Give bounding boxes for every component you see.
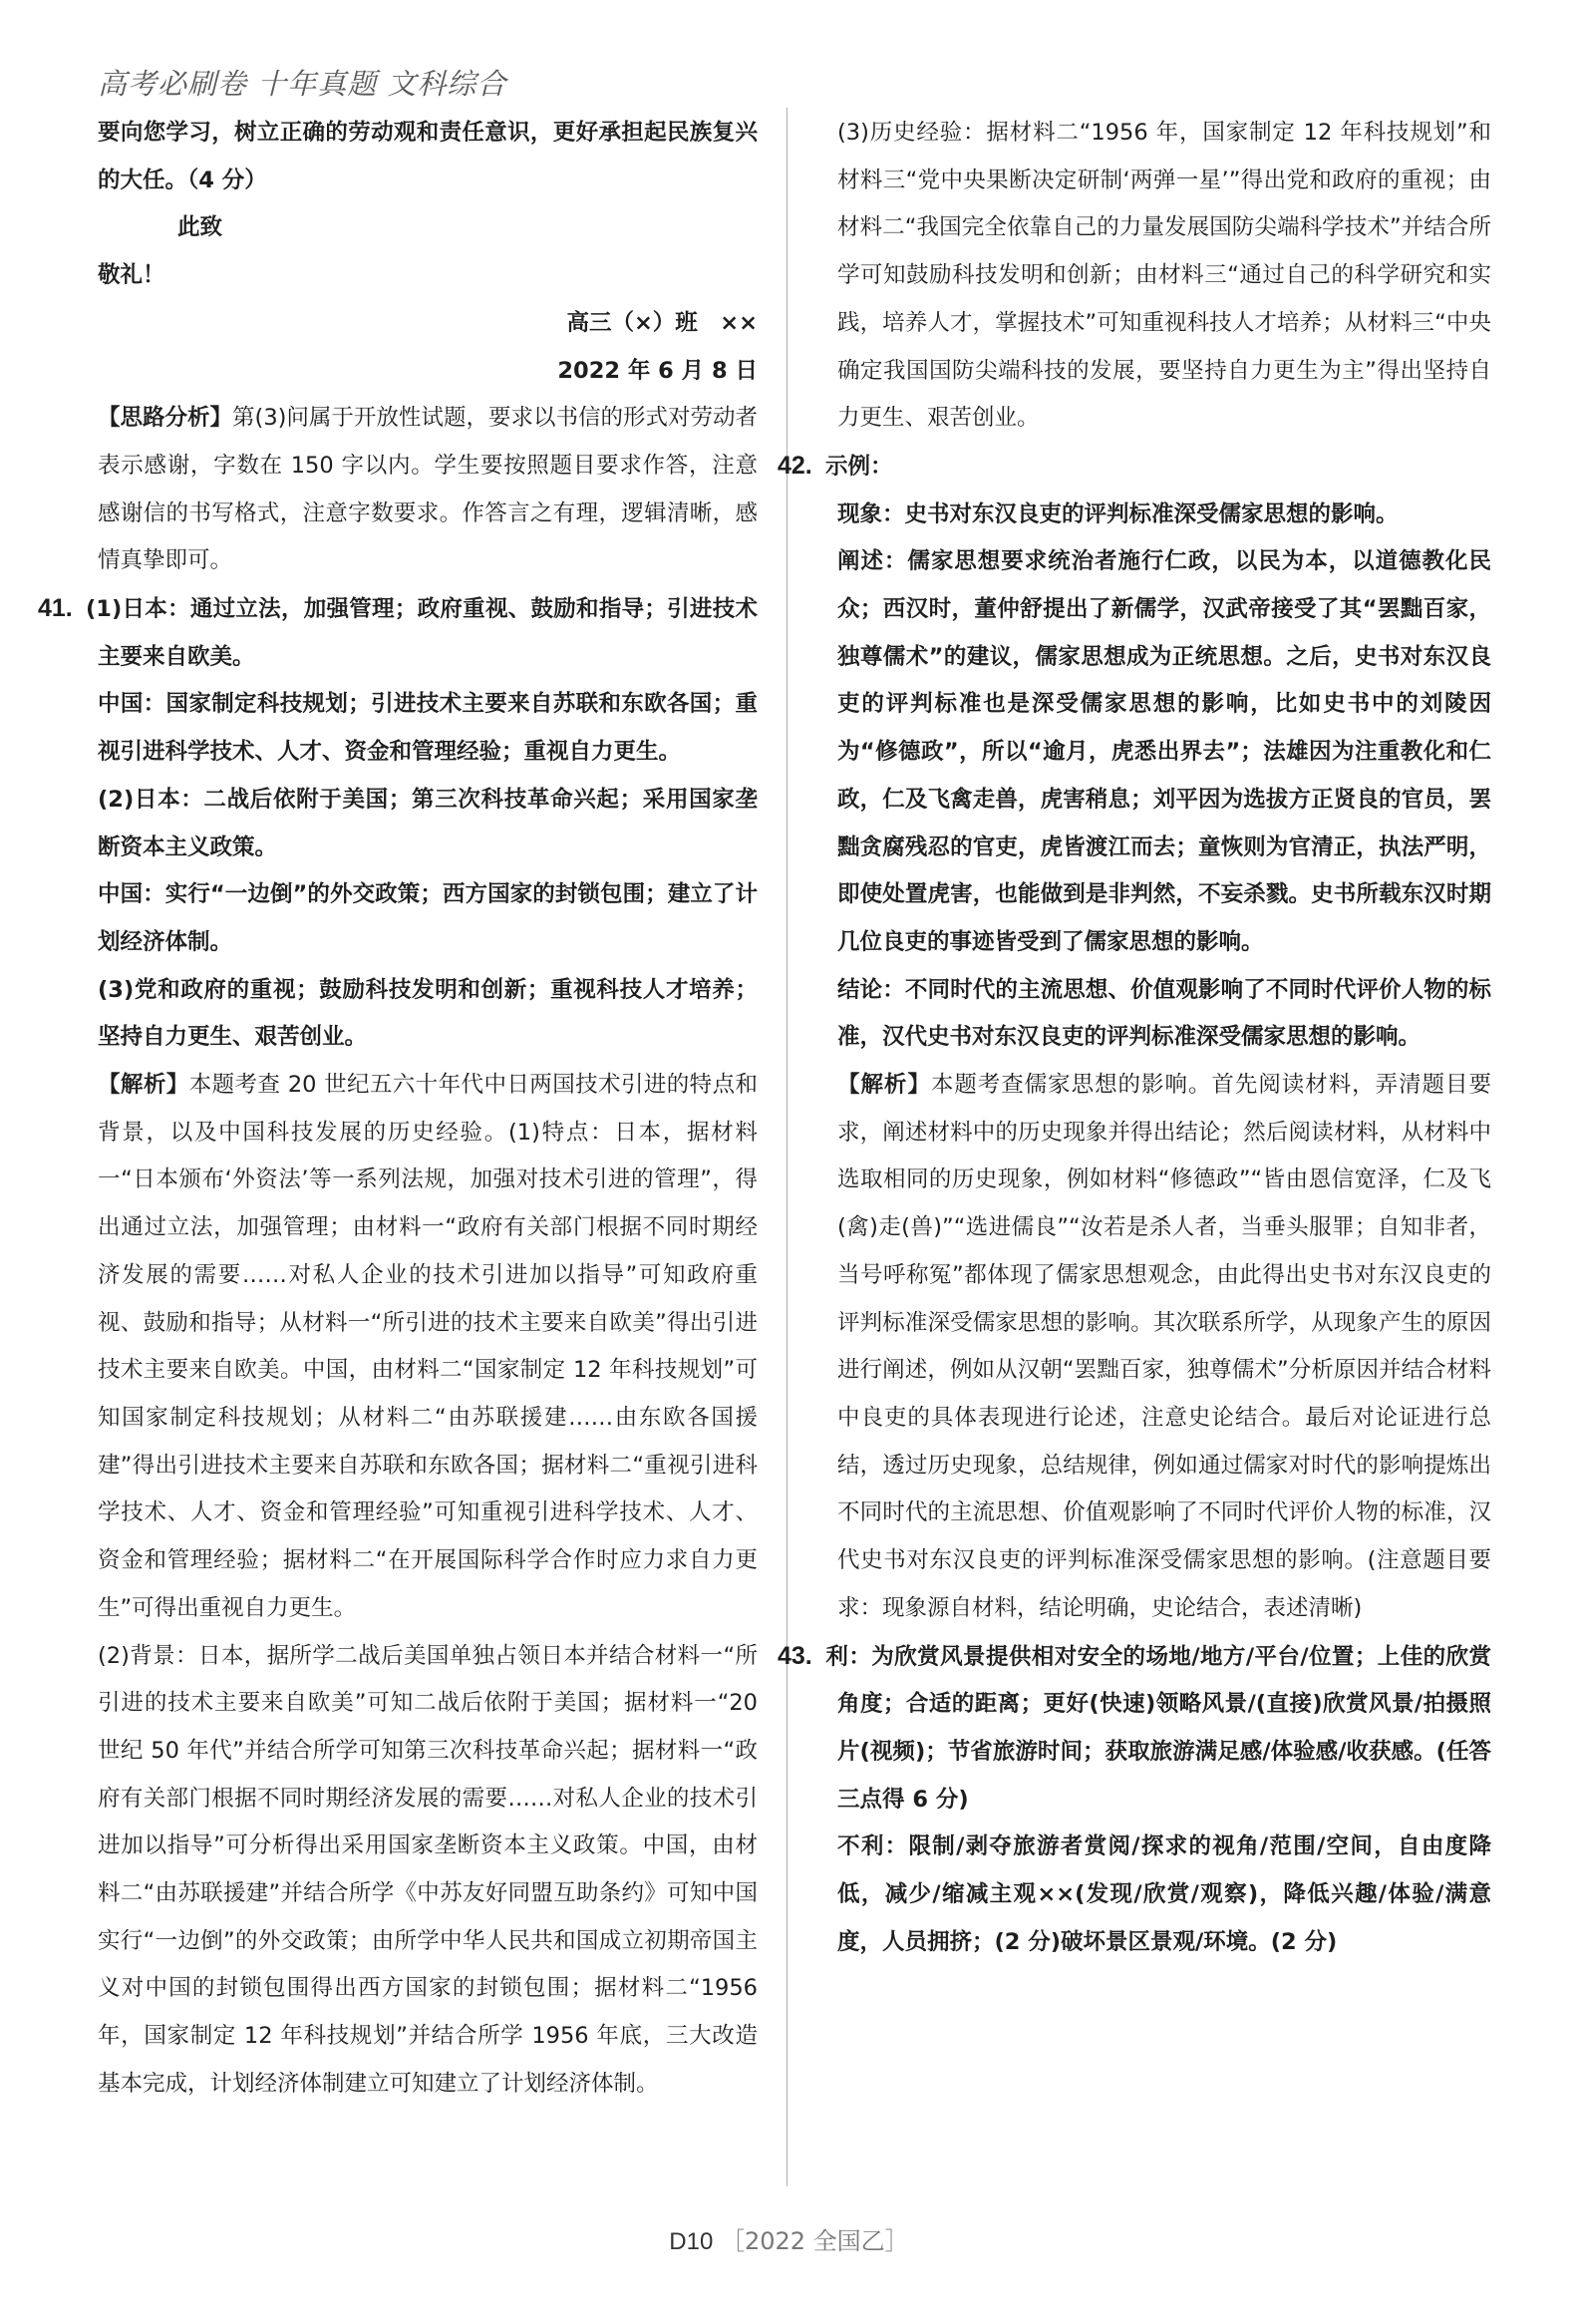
q42-conclusion: 结论：不同时代的主流思想、价值观影响了不同时代评价人物的标准，汉代史书对东汉良吏的评判标准深受儒家思想的影响。 xyxy=(837,976,1491,1051)
left-column xyxy=(38,110,758,2109)
letter-salutation-2: 敬礼！ xyxy=(98,262,165,289)
q41-answer-1 xyxy=(38,585,758,681)
q43-number: 43. xyxy=(778,1641,812,1670)
page-footer xyxy=(0,2221,1578,2256)
q41-answer-2: 中国：国家制定科技规划；引进技术主要来自苏联和东欧各国；重视引进科学技术、人才、资金和管理经验；重视自力更生。 xyxy=(98,691,758,766)
letter-body: 要向您学习，树立正确的劳动观和责任意识，更好承担起民族复兴的大任。（4 分） xyxy=(98,120,758,193)
q41-explanation-2: (2)背景：日本，据所学二战后美国单独占领日本并结合材料一“所引进的技术主要来自欧美”可知二战后依附于美国；据材料一“20 世纪 50 年代”并结合所学可知第三次科技革命兴起；据材料一“政府有关部门根据不同时期经济发展的需要……对私人企业的技术引进加以指导”可分析得出采用国家垄断资本主义政策。中国，由材料二“由苏联援建”并结合所学《中苏友好同盟互助条约》可知中国实行“一边倒”的外交政策；由所学中华人民共和国成立初期帝国主义对中国的封锁包围得出西方国家的封锁包围；据材料二“1956 年，国家制定 12 年科技规划”并结合所学 1956 年底，三大改造基本完成，计划经济体制建立可知建立了计划经济体制。 xyxy=(98,1642,758,2097)
q42-explanation xyxy=(837,1062,1491,1632)
q41-explanation-1-text: 本题考查 20 世纪五六十年代中日两国技术引进的特点和背景，以及中国科技发展的历史经验。(1)特点：日本，据材料一“日本颁布‘外资法’等一系列法规，加强对技术引进的管理”，得出通过立法，加强管理；由材料一“政府有关部门根据不同时期经济发展的需要……对私人企业的技术引进加以指导”可知政府重视、鼓励和指导；从材料一“所引进的技术主要来自欧美”得出引进技术主要来自欧美。中国，由材料二“国家制定 12 年科技规划”可知国家制定科技规划；从材料二“由苏联援建……由东欧各国援建”得出引进技术主要来自苏联和东欧各国；据材料二“重视引进科学技术、人才、资金和管理经验”可知重视引进科学技术、人才、资金和管理经验；据材料二“在开展国际科学合作时应力求自力更生”可得出重视自力更生。 xyxy=(98,1072,758,1621)
q42-heading-text: 示例： xyxy=(825,453,893,480)
analysis-paragraph xyxy=(98,395,758,585)
q42-heading xyxy=(778,443,1491,492)
q41-number: 41. xyxy=(38,594,73,623)
letter-date: 2022 年 6 月 8 日 xyxy=(557,357,758,384)
q41-answer-4: 中国：实行“一边倒”的外交政策；西方国家的封锁包围；建立了计划经济体制。 xyxy=(98,881,758,955)
letter-salutation-1: 此致 xyxy=(177,214,223,241)
analysis-tag: 【思路分析】 xyxy=(98,405,233,432)
q41-explanation-tag: 【解析】 xyxy=(98,1072,189,1099)
q41-answer-1-text: (1)日本：通过立法，加强管理；政府重视、鼓励和指导；引进技术主要来自欧美。 xyxy=(86,596,758,670)
q42-number: 42. xyxy=(778,451,812,480)
edition-label: ［2022 全国乙］ xyxy=(720,2227,909,2255)
analysis-text: 第(3)问属于开放性试题，要求以书信的形式对劳动者表示感谢，字数在 150 字以内。学生要按照题目要求作答，注意感谢信的书写格式，注意字数要求。作答言之有理，逻辑清晰，感情真挚即可。 xyxy=(98,405,758,574)
letter-signature: 高三（×）班 ×× xyxy=(566,309,758,336)
q43-advantages xyxy=(778,1633,1491,1825)
page-code: D10 xyxy=(669,2228,714,2255)
q41-answer-3: (2)日本：二战后依附于美国；第三次科技革命兴起；采用国家垄断资本主义政策。 xyxy=(98,786,758,860)
q41-answer-5: (3)党和政府的重视；鼓励科技发明和创新；重视科技人才培养；坚持自力更生、艰苦创业。 xyxy=(98,976,758,1051)
q42-explanation-tag: 【解析】 xyxy=(837,1072,931,1099)
q42-elaboration: 阐述：儒家思想要求统治者施行仁政，以民为本，以道德教化民众；西汉时，董仲舒提出了新儒学，汉武帝接受了其“罢黜百家，独尊儒术”的建议，儒家思想成为正统思想。之后，史书对东汉良吏的评判标准也是深受儒家思想的影响，比如史书中的刘陵因为“修德政”，所以“逾月，虎悉出界去”；法雄因为注重教化和仁政，仁及飞禽走兽，虎害稍息；刘平因为选拔方正贤良的官员，罢黜贪腐残忍的官吏，虎皆渡江而去；童恢则为官清正，执法严明，即使处置虎害，也能做到是非判然，不妄杀戮。史书所载东汉时期几位良吏的事迹皆受到了儒家思想的影响。 xyxy=(837,548,1491,955)
q41-explanation-1 xyxy=(98,1062,758,1632)
q43-disadvantages: 不利：限制/剥夺旅游者赏阅/探求的视角/范围/空间，自由度降低，减少/缩减主观××(发现/欣赏/观察)，降低兴趣/体验/满意度，人员拥挤；(2 分)破坏景区景观/环境。(2 分) xyxy=(837,1833,1491,1955)
q41-explanation-3: (3)历史经验：据材料二“1956 年，国家制定 12 年科技规划”和材料三“党中央果断决定研制‘两弹一星’”得出党和政府的重视；由材料二“我国完全依靠自己的力量发展国防尖端科学技术”并结合所学可知鼓励科技发明和创新；由材料三“通过自己的科学研究和实践，培养人才，掌握技术”可知重视科技人才培养；从材料三“中央确定我国国防尖端科技的发展，要坚持自力更生为主”得出坚持自力更生、艰苦创业。 xyxy=(837,120,1491,432)
q43-advantages-text: 利：为欣赏风景提供相对安全的场地/地方/平台/位置；上佳的欣赏角度；合适的距离；更好(快速)领略风景/(直接)欣赏风景/拍摄照片(视频)；节省旅游时间；获取旅游满足感/体验感/收获感。(任答三点得 6 分) xyxy=(825,1643,1491,1813)
column-divider xyxy=(787,108,788,2186)
running-header: 高考必刷卷 十年真题 文科综合 xyxy=(98,67,507,101)
right-column xyxy=(778,110,1491,1966)
q42-phenomenon: 现象：史书对东汉良吏的评判标准深受儒家思想的影响。 xyxy=(837,500,1399,527)
q42-explanation-text: 本题考查儒家思想的影响。首先阅读材料，弄清题目要求，阐述材料中的历史现象并得出结论；然后阅读材料，从材料中选取相同的历史现象，例如材料“修德政”“皆由恩信宽泽，仁及飞(禽)走(兽)”“选进儒良”“汝若是杀人者，当垂头服罪；自知非者，当号呼称冤”都体现了儒家思想观念，由此得出史书对东汉良吏的评判标准深受儒家思想的影响。其次联系所学，从现象产生的原因进行阐述，例如从汉朝“罢黜百家，独尊儒术”分析原因并结合材料中良吏的具体表现进行论述，注意史论结合。最后对论证进行总结，透过历史现象，总结规律，例如通过儒家对时代的影响提炼出不同时代的主流思想、价值观影响了不同时代评价人物的标准，汉代史书对东汉良吏的评判标准深受儒家思想的影响。(注意题目要求：现象源自材料，结论明确，史论结合，表述清晰) xyxy=(837,1072,1491,1621)
